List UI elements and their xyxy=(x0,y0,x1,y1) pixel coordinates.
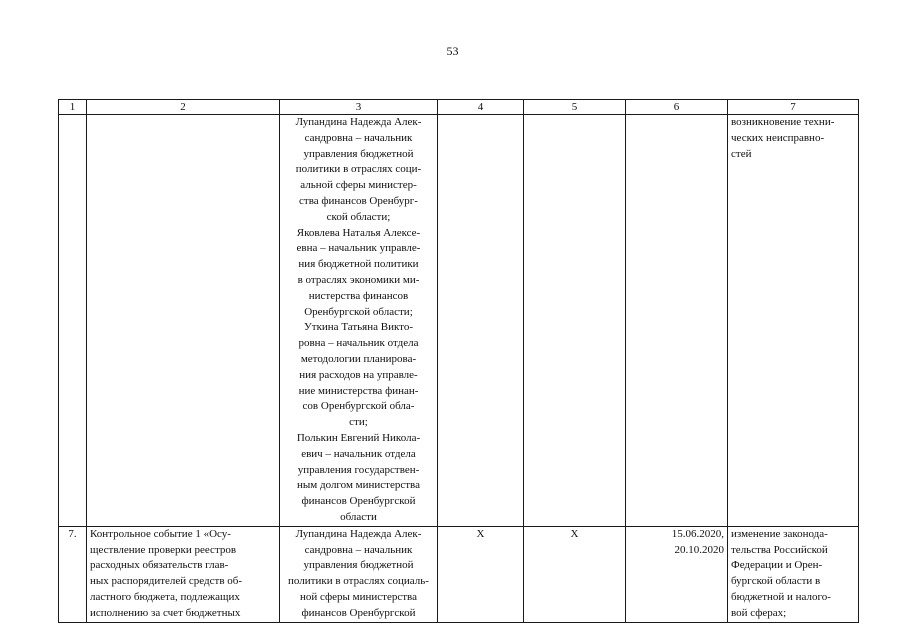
table-header-row xyxy=(59,100,859,115)
header-cell-2: 2 xyxy=(87,100,280,115)
cell-dates: 15.06.2020, 20.10.2020 xyxy=(626,526,728,622)
cell-dates xyxy=(626,115,728,527)
cell-number xyxy=(59,115,87,527)
header-cell-5: 5 xyxy=(524,100,626,115)
cell-risks: изменение законода- тельства Российской Федерации и Орен- бургской области в бюджетной и налого- вой сферах; xyxy=(728,526,859,622)
header-cell-1: 1 xyxy=(59,100,87,115)
cell-responsible: Лупандина Надежда Алек- сандровна – начальник управления бюджетной политики в отраслях социаль- ной сферы министерства финансов Оренбургской xyxy=(280,526,438,622)
cell-col5 xyxy=(524,115,626,527)
cell-event-name xyxy=(87,115,280,527)
header-cell-6: 6 xyxy=(626,100,728,115)
cell-event-name: Контрольное событие 1 «Осу- ществление проверки реестров расходных обязательств глав- ных распорядителей средств об- ластного бюджета, подлежащих исполнению за счет бюджетных xyxy=(87,526,280,622)
header-cell-7: 7 xyxy=(728,100,859,115)
document-table xyxy=(58,99,859,623)
cell-col4 xyxy=(438,115,524,527)
cell-col4: Х xyxy=(438,526,524,622)
page-number: 53 xyxy=(446,44,459,58)
table-row-7 xyxy=(59,526,859,622)
cell-number: 7. xyxy=(59,526,87,622)
header-cell-4: 4 xyxy=(438,100,524,115)
cell-col5: Х xyxy=(524,526,626,622)
cell-responsible: Лупандина Надежда Алек- сандровна – начальник управления бюджетной политики в отраслях соци- альной сферы министер- ства финансов Оренбург- ской области; Яковлева Наталья Алексе- евна – начальник управле- ния бюджетной политики в отраслях экономики ми- нистерства финансов Оренбургской области; Уткина Татьяна Викто- ровна – начальник отдела методологии планирова- ния расходов на управле- ние министерства финан- сов Оренбургской обла- сти; Полькин Евгений Никола- евич – начальник отдела управления государствен- ным долгом министерства финансов Оренбургской области xyxy=(280,115,438,527)
table-row-continued xyxy=(59,115,859,527)
header-cell-3: 3 xyxy=(280,100,438,115)
cell-risks: возникновение техни- ческих неисправно- стей xyxy=(728,115,859,527)
